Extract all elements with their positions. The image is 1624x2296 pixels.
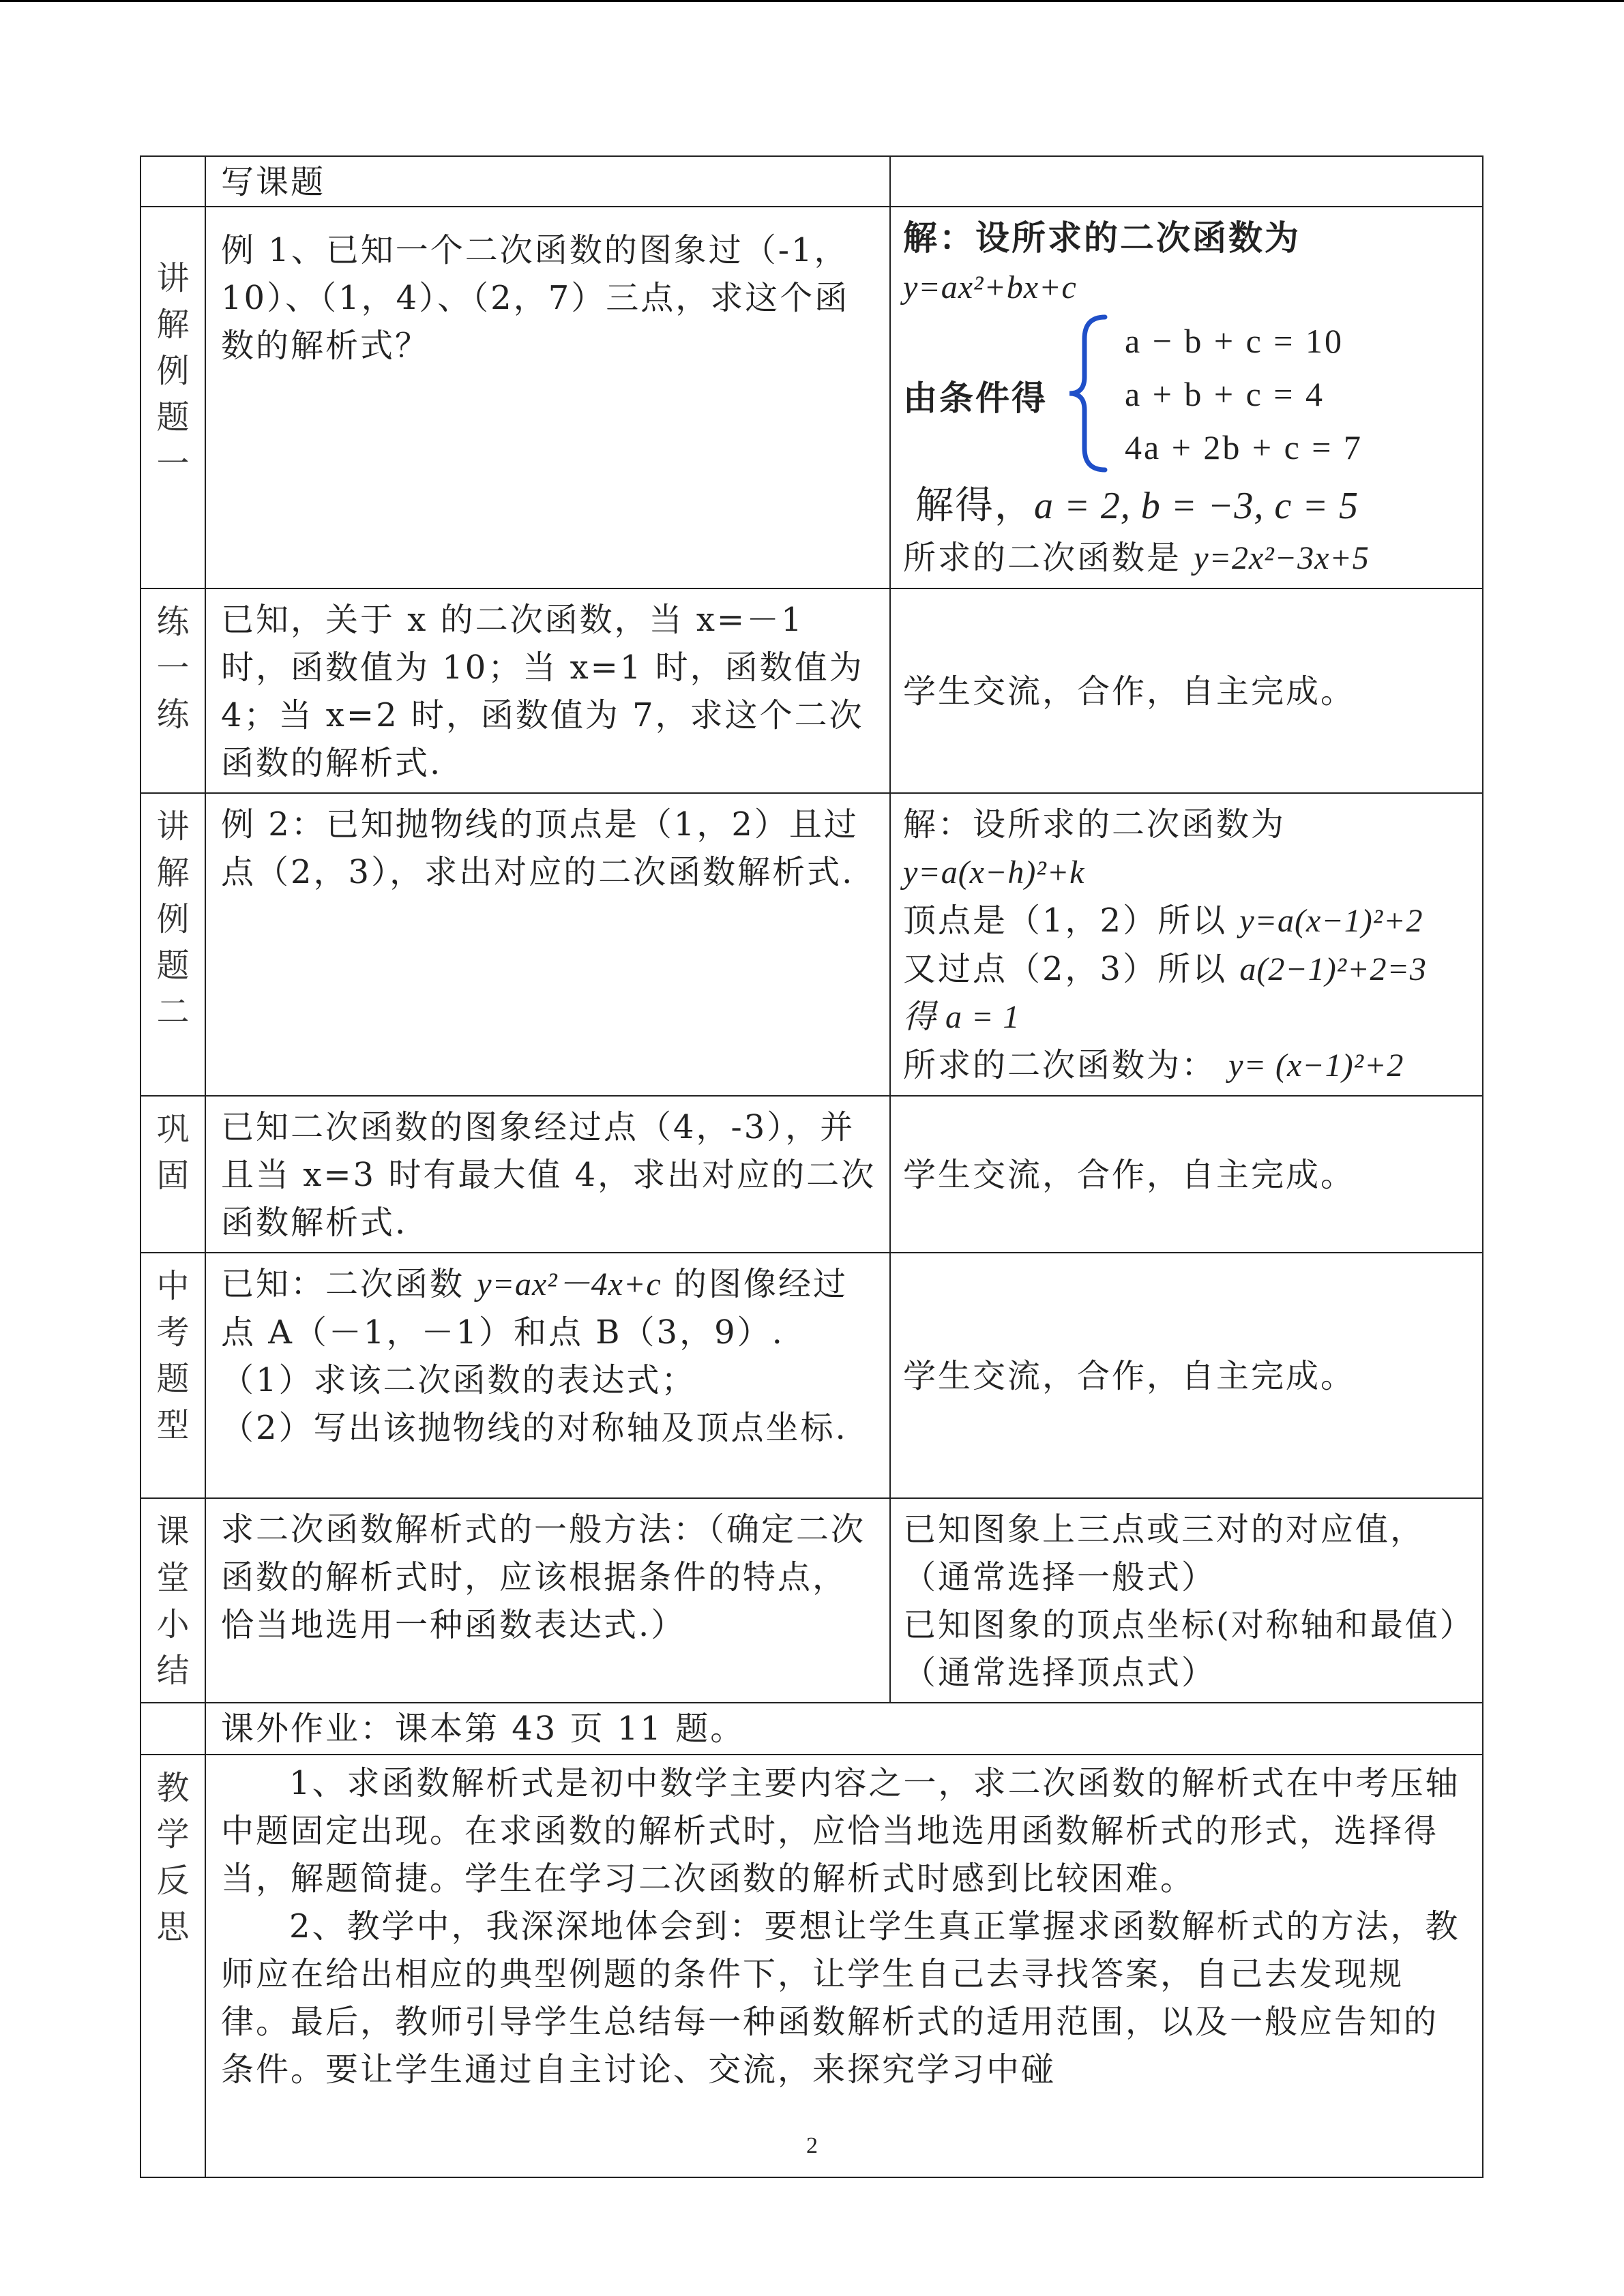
example2-question-cell xyxy=(205,793,890,1096)
label-char: 固 xyxy=(156,1157,190,1195)
reflection-row xyxy=(141,1755,1483,2177)
equation-3: 4a + 2b + c = 7 xyxy=(1125,428,1363,466)
label-char: 课 xyxy=(156,1512,190,1551)
equation-system xyxy=(903,312,1471,478)
homework-cell xyxy=(205,1703,1483,1755)
label-char: 结 xyxy=(156,1652,190,1690)
example2-sol-line2 xyxy=(903,897,1471,945)
exam-question-cell xyxy=(205,1253,890,1498)
summary-right-cell xyxy=(890,1498,1514,1703)
example1-solution-head: 解：设所求的二次函数为 xyxy=(903,218,1301,258)
title-row-label xyxy=(141,156,205,207)
label-char: 解 xyxy=(156,305,190,344)
summary-row xyxy=(141,1498,1483,1703)
label-char: 反 xyxy=(156,1862,190,1900)
title-row-content xyxy=(205,156,890,207)
example1-question: 例 1、已知一个二次函数的图象过（-1，10）、（1，4）、（2，7）三点，求这个函数的解析式？ xyxy=(221,231,850,365)
exam-part2: （2）写出该抛物线的对称轴及顶点坐标. xyxy=(221,1409,848,1447)
consolidate-right: 学生交流，合作，自主完成。 xyxy=(903,1156,1356,1194)
sol-text: 所求的二次函数为： xyxy=(903,1046,1217,1084)
label-char: 型 xyxy=(156,1406,190,1444)
exam-label xyxy=(141,1253,205,1498)
reflection-para2: 2、教学中，我深深地体会到：要想让学生真正掌握求函数解析式的方法，教师应在给出相应的典型例题的条件下，让学生自己去寻找答案，自己去发现规律。最后，教师引导学生总结每一种函数解析式的适用范围，以及一般应告知的条件。要让学生通过自主讨论、交流，来探究学习中碰 xyxy=(221,1907,1460,2089)
title-row xyxy=(141,156,1483,207)
practice-right-cell xyxy=(890,588,1483,793)
solve-result: a = 2, b = −3, c = 5 xyxy=(1034,485,1359,527)
label-char: 练 xyxy=(156,696,190,734)
example1-row xyxy=(141,207,1483,588)
homework-label xyxy=(141,1703,205,1755)
label-char: 例 xyxy=(156,900,190,938)
consolidate-question: 已知二次函数的图象经过点（4，-3），并且当 x=3 时有最大值 4，求出对应的二次函数解析式. xyxy=(221,1108,876,1242)
label-char: 一 xyxy=(156,445,190,483)
label-char: 考 xyxy=(156,1313,190,1352)
title-row-right xyxy=(890,156,1483,207)
sol-formula: y=a(x−1)²+2 xyxy=(1239,903,1423,939)
practice-row xyxy=(141,588,1483,793)
label-char: 题 xyxy=(156,1360,190,1398)
reflection-para1: 1、求函数解析式是初中数学主要内容之一，求二次函数的解析式在中考压轴中题固定出现。在求函数的解析式时，应恰当地选用函数解析式的形式，选择得当，解题简捷。学生在学习二次函数的解析式时感到比较困难。 xyxy=(221,1764,1460,1898)
condition-label: 由条件得 xyxy=(903,378,1048,418)
label-char: 中 xyxy=(156,1267,190,1305)
consolidate-label xyxy=(141,1096,205,1253)
answer-prefix: 所求的二次函数是 xyxy=(903,539,1182,577)
left-brace-icon xyxy=(1064,312,1112,475)
reflection-cell xyxy=(205,1755,1483,2177)
example1-solution-formula: y=ax²+bx+c xyxy=(903,269,1077,305)
reflection-label xyxy=(141,1755,205,2177)
exam-row xyxy=(141,1253,1483,1498)
label-char: 讲 xyxy=(156,807,190,846)
exam-suffix: 的图像经过点 A（－1，－1）和点 B（3，9）. xyxy=(221,1265,848,1352)
exam-right: 学生交流，合作，自主完成。 xyxy=(903,1357,1356,1395)
equations xyxy=(1125,314,1363,474)
practice-question-cell xyxy=(205,588,890,793)
equation-1: a − b + c = 10 xyxy=(1125,322,1344,360)
sol-text: 顶点是（1，2）所以 xyxy=(903,901,1228,940)
example2-question: 例 2：已知抛物线的顶点是（1，2）且过点（2，3），求出对应的二次函数解析式. xyxy=(221,805,859,891)
example2-label xyxy=(141,793,205,1096)
sol-formula: y=a(x−h)²+k xyxy=(903,854,1085,891)
exam-prefix: 已知：二次函数 xyxy=(221,1265,465,1303)
label-char: 二 xyxy=(156,993,190,1031)
summary-left: 求二次函数解析式的一般方法：（确定二次函数的解析式时，应该根据条件的特点，恰当地选用一种函数表达式.） xyxy=(221,1510,866,1644)
answer-formula: y=2x²−3x+5 xyxy=(1194,540,1370,576)
page-top-border xyxy=(0,0,1624,2)
practice-question: 已知，关于 x 的二次函数，当 x=－1 时，函数值为 10；当 x=1 时，函数值为 4；当 x=2 时，函数值为 7，求这个二次函数的解析式. xyxy=(221,601,864,782)
example2-sol-line5 xyxy=(903,1041,1471,1090)
title-text: 写课题 xyxy=(221,163,326,201)
example2-sol-line3 xyxy=(903,945,1471,994)
homework-row xyxy=(141,1703,1483,1755)
lesson-plan-table xyxy=(140,155,1514,2178)
equation-2: a + b + c = 4 xyxy=(1125,375,1325,413)
sol-text: 又过点（2，3）所以 xyxy=(903,950,1228,988)
example2-sol-line1 xyxy=(903,801,1471,897)
example2-sol-line4: 得 a = 1 xyxy=(903,999,1020,1035)
summary-label xyxy=(141,1498,205,1703)
label-char: 例 xyxy=(156,352,190,390)
label-char: 练 xyxy=(156,603,190,641)
practice-right: 学生交流，合作，自主完成。 xyxy=(903,672,1356,711)
label-char: 题 xyxy=(156,398,190,436)
example1-question-cell xyxy=(205,207,890,588)
exam-right-cell xyxy=(890,1253,1483,1498)
label-char: 题 xyxy=(156,946,190,985)
label-char: 巩 xyxy=(156,1110,190,1148)
solve-prefix: 解得， xyxy=(915,483,1034,528)
label-char: 一 xyxy=(156,649,190,687)
sol-formula: y= (x−1)²+2 xyxy=(1228,1047,1404,1084)
sol-formula: a(2−1)²+2=3 xyxy=(1239,951,1427,987)
page-number: 2 xyxy=(806,2133,818,2158)
homework-text: 课外作业：课本第 43 页 11 题。 xyxy=(221,1710,745,1748)
label-char: 小 xyxy=(156,1605,190,1643)
practice-label xyxy=(141,588,205,793)
exam-part1: （1）求该二次函数的表达式； xyxy=(221,1361,696,1399)
label-char: 思 xyxy=(156,1908,190,1946)
label-char: 讲 xyxy=(156,259,190,297)
sol-text: 解：设所求的二次函数为 xyxy=(903,805,1286,844)
example1-solution-cell xyxy=(890,207,1483,588)
exam-formula: y=ax²－4x+c xyxy=(477,1266,662,1302)
example2-row xyxy=(141,793,1483,1096)
consolidate-right-cell xyxy=(890,1096,1483,1253)
label-char: 堂 xyxy=(156,1559,190,1597)
consolidate-row xyxy=(141,1096,1483,1253)
summary-left-cell xyxy=(205,1498,890,1703)
summary-right-line2: 已知图象的顶点坐标(对称轴和最值）（通常选择顶点式） xyxy=(903,1606,1458,1692)
label-char: 学 xyxy=(156,1815,190,1853)
solve-line xyxy=(903,478,1471,534)
label-char: 解 xyxy=(156,854,190,892)
summary-right-line1: 已知图象上三点或三对的对应值， （通常选择一般式） xyxy=(903,1510,1514,1596)
exam-question xyxy=(221,1260,879,1356)
label-char: 教 xyxy=(156,1769,190,1807)
example1-label xyxy=(141,207,205,588)
answer-line xyxy=(903,534,1471,582)
consolidate-question-cell xyxy=(205,1096,890,1253)
example2-solution-cell xyxy=(890,793,1483,1096)
